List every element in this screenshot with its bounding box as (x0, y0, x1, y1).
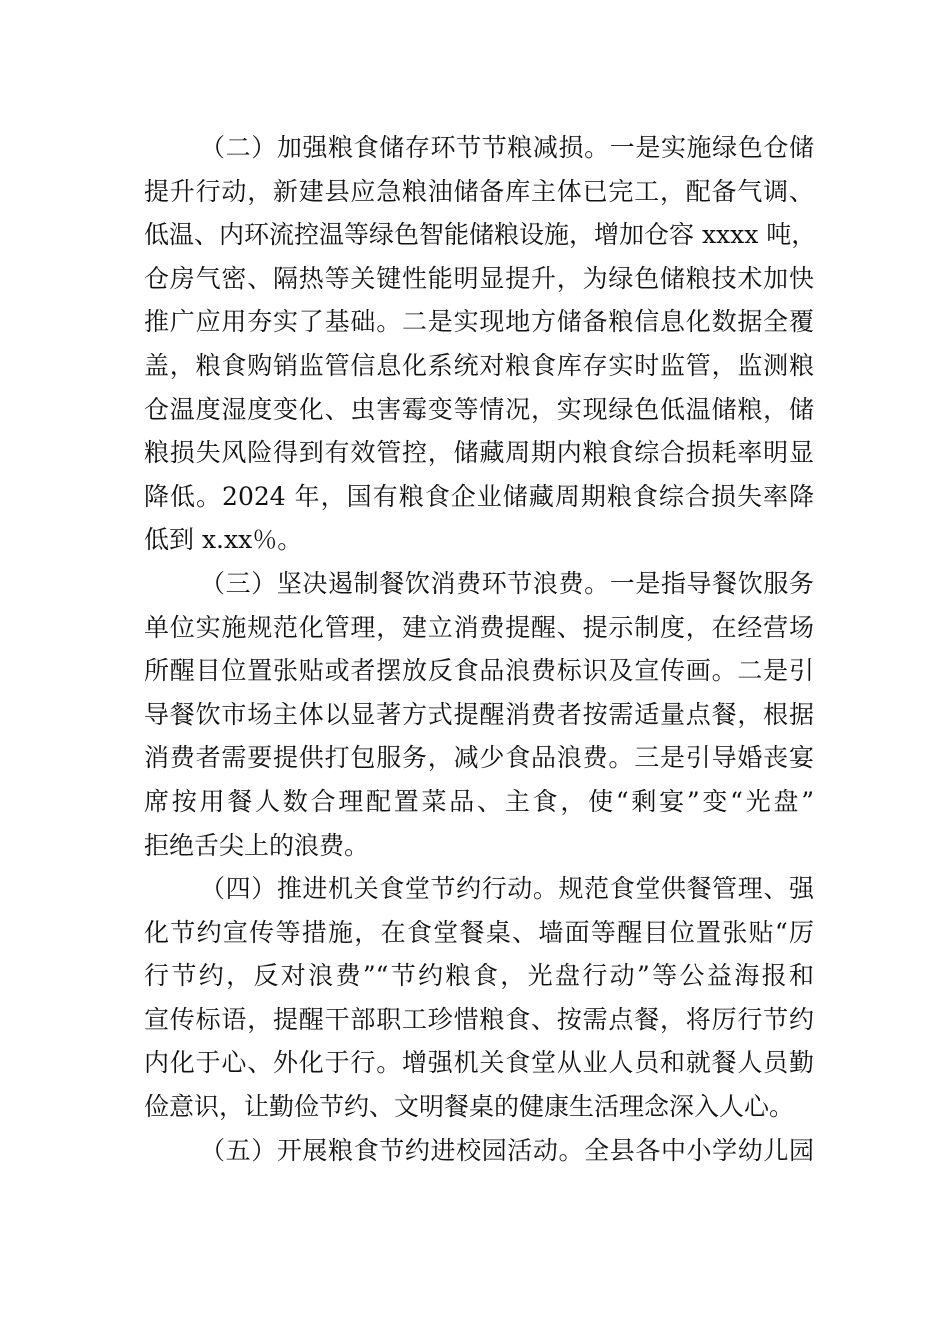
text-line: 导餐饮市场主体以显著方式提醒消费者按需适量点餐，根据 (144, 699, 814, 729)
text-line: 行节约，反对浪费”“节约粮食，光盘行动”等公益海报和 (144, 961, 814, 991)
text-line: 低到 x.xx％。 (144, 525, 303, 555)
text-line: 粮损失风险得到有效管控，储藏周期内粮食综合损耗率明显 (144, 438, 814, 468)
text-line: 席按用餐人数合理配置菜品、主食，使“剩宴”变“光盘” (144, 786, 814, 816)
text-line: （四）推进机关食堂节约行动。规范食堂供餐管理、强 (200, 874, 814, 904)
text-line: 推广应用夯实了基础。二是实现地方储备粮信息化数据全覆 (144, 307, 814, 337)
text-line: 降低。2024 年，国有粮食企业储藏周期粮食综合损失率降 (144, 481, 814, 511)
text-line: 低温、内环流控温等绿色智能储粮设施，增加仓容 xxxx 吨， (144, 220, 817, 250)
text-line: 所醒目位置张贴或者摆放反食品浪费标识及宣传画。二是引 (144, 656, 814, 686)
text-line: （三）坚决遏制餐饮消费环节浪费。一是指导餐饮服务 (200, 568, 814, 598)
text-line: 化节约宣传等措施，在食堂餐桌、墙面等醒目位置张贴“厉 (144, 917, 814, 947)
text-line: 仓温度湿度变化、虫害霉变等情况，实现绿色低温储粮，储 (144, 394, 814, 424)
text-line: 拒绝舌尖上的浪费。 (144, 830, 370, 860)
text-line: 盖，粮食购销监管信息化系统对粮食库存实时监管，监测粮 (144, 350, 814, 380)
text-line: 仓房气密、隔热等关键性能明显提升，为绿色储粮技术加快 (144, 263, 814, 293)
text-line: 消费者需要提供打包服务，减少食品浪费。三是引导婚丧宴 (144, 743, 814, 773)
text-line: 俭意识，让勤俭节约、文明餐桌的健康生活理念深入人心。 (144, 1092, 795, 1122)
document-body (144, 126, 817, 1172)
text-line: 内化于心、外化于行。增强机关食堂从业人员和就餐人员勤 (144, 1048, 814, 1078)
text-line: 宣传标语，提醒干部职工珍惜粮食、按需点餐，将厉行节约 (144, 1004, 814, 1034)
text-line: 提升行动，新建县应急粮油储备库主体已完工，配备气调、 (144, 176, 814, 206)
text-line: 单位实施规范化管理，建立消费提醒、提示制度，在经营场 (144, 612, 814, 642)
text-line: （二）加强粮食储存环节节粮减损。一是实施绿色仓储 (200, 133, 814, 162)
text-line: （五）开展粮食节约进校园活动。全县各中小学幼儿园 (200, 1135, 814, 1165)
